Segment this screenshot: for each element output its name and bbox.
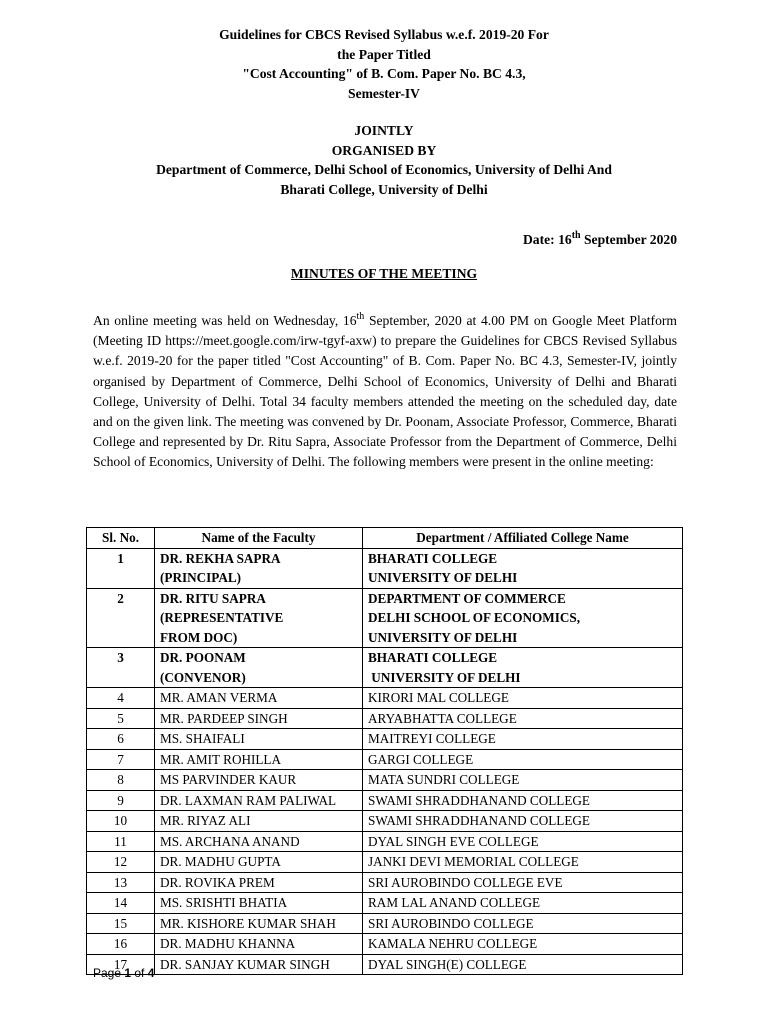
cell-department bbox=[363, 811, 683, 832]
table-row bbox=[87, 811, 683, 832]
header-line: Semester-IV bbox=[348, 85, 420, 101]
header-line: Guidelines for CBCS Revised Syllabus w.e.f. 2019-20 For bbox=[219, 27, 549, 42]
document-header bbox=[0, 25, 768, 103]
faculty-name-line: DR. ROVIKA PREM bbox=[160, 874, 275, 890]
cell-faculty-name bbox=[155, 749, 363, 770]
header-line: the Paper Titled bbox=[337, 46, 431, 62]
faculty-name-line: DR. LAXMAN RAM PALIWAL bbox=[160, 792, 337, 808]
table-row bbox=[87, 729, 683, 750]
table-header-row bbox=[87, 528, 683, 549]
organiser-line: Department of Commerce, Delhi School of Economics, University of Delhi And bbox=[156, 162, 612, 177]
table-row bbox=[87, 749, 683, 770]
cell-sl-no: 11 bbox=[87, 831, 155, 852]
table-row bbox=[87, 954, 683, 975]
faculty-name-line: MS. SHAIFALI bbox=[160, 731, 245, 746]
department-line: ARYABHATTA COLLEGE bbox=[368, 710, 517, 726]
faculty-name-line: DR. RITU SAPRA bbox=[160, 590, 266, 606]
table-row bbox=[87, 688, 683, 709]
cell-sl-no: 9 bbox=[87, 790, 155, 811]
faculty-table bbox=[86, 527, 683, 975]
date-prefix: Date: 16 bbox=[522, 232, 572, 247]
department-line: UNIVERSITY OF DELHI bbox=[368, 669, 521, 685]
cell-sl-no: 10 bbox=[87, 811, 155, 832]
meeting-paragraph bbox=[93, 311, 677, 473]
page-of: of bbox=[131, 966, 148, 980]
page-footer bbox=[93, 966, 154, 980]
table-row bbox=[87, 648, 683, 688]
cell-faculty-name bbox=[155, 688, 363, 709]
cell-faculty-name bbox=[155, 872, 363, 893]
organised-by-label: ORGANISED BY bbox=[331, 142, 437, 158]
cell-sl-no: 3 bbox=[87, 648, 155, 688]
cell-department bbox=[363, 648, 683, 688]
column-header-department: Department / Affiliated College Name bbox=[363, 528, 683, 549]
page-total: 4 bbox=[147, 966, 155, 980]
cell-sl-no: 12 bbox=[87, 852, 155, 873]
cell-faculty-name bbox=[155, 588, 363, 648]
organisers-block bbox=[0, 121, 768, 199]
cell-faculty-name bbox=[155, 648, 363, 688]
cell-department bbox=[363, 749, 683, 770]
faculty-name-line: MS. SRISHTI BHATIA bbox=[160, 895, 288, 910]
cell-sl-no: 5 bbox=[87, 708, 155, 729]
faculty-name-line: MR. PARDEEP SINGH bbox=[160, 710, 288, 726]
faculty-name-line: DR. POONAM bbox=[160, 650, 246, 665]
cell-faculty-name bbox=[155, 729, 363, 750]
table-row bbox=[87, 548, 683, 588]
cell-faculty-name bbox=[155, 913, 363, 934]
faculty-name-line: FROM DOC) bbox=[160, 629, 238, 645]
table-row bbox=[87, 893, 683, 914]
table-row bbox=[87, 852, 683, 873]
department-line: DELHI SCHOOL OF ECONOMICS, bbox=[368, 610, 581, 625]
cell-sl-no: 15 bbox=[87, 913, 155, 934]
cell-faculty-name bbox=[155, 811, 363, 832]
table-row bbox=[87, 770, 683, 791]
cell-department bbox=[363, 831, 683, 852]
table-row bbox=[87, 934, 683, 955]
faculty-name-line: (PRINCIPAL) bbox=[160, 570, 242, 585]
faculty-name-line: DR. SANJAY KUMAR SINGH bbox=[160, 956, 330, 972]
cell-department bbox=[363, 548, 683, 588]
table-row bbox=[87, 790, 683, 811]
jointly-label: JOINTLY bbox=[354, 123, 414, 138]
paragraph-part: An online meeting was held on Wednesday, 16 bbox=[93, 313, 357, 328]
paragraph-part: September, 2020 at 4.00 PM on Google Meet Platform (Meeting ID https://meet.google.com/irw-tgyf-axw) to prepare the Guidelines for CBCS Revised Syllabus w.e.f. 2019-20 for the paper titled "Cost Accounting" of B. Com. Paper No. BC 4.3, Semester-IV, jointly organised by Department of Commerce, Delhi School of Economics, University of Delhi and Bharati College, University of Delhi. Total 34 faculty members attended the meeting on the scheduled day, date and on the given link. The meeting was convened by Dr. Poonam, Associate Professor, Commerce, Bharati College and represented by Dr. Ritu Sapra, Associate Professor from the Department of Commerce, Delhi School of Economics, University of Delhi. The following members were present in the online meeting: bbox=[93, 313, 677, 470]
cell-sl-no: 4 bbox=[87, 688, 155, 709]
faculty-name-line: (CONVENOR) bbox=[160, 669, 246, 685]
minutes-title: MINUTES OF THE MEETING bbox=[290, 266, 478, 281]
department-line: UNIVERSITY OF DELHI bbox=[368, 570, 518, 585]
table-row bbox=[87, 708, 683, 729]
cell-sl-no: 6 bbox=[87, 729, 155, 750]
cell-department bbox=[363, 688, 683, 709]
department-line: JANKI DEVI MEMORIAL COLLEGE bbox=[368, 854, 579, 869]
organiser-line: Bharati College, University of Delhi bbox=[280, 181, 488, 197]
cell-department bbox=[363, 872, 683, 893]
header-line: "Cost Accounting" of B. Com. Paper No. BC 4.3, bbox=[242, 66, 526, 81]
cell-faculty-name bbox=[155, 831, 363, 852]
page-current: 1 bbox=[124, 966, 132, 980]
cell-department bbox=[363, 893, 683, 914]
department-line: MAITREYI COLLEGE bbox=[368, 731, 496, 746]
cell-department bbox=[363, 954, 683, 975]
cell-sl-no: 1 bbox=[87, 548, 155, 588]
cell-sl-no: 7 bbox=[87, 749, 155, 770]
cell-department bbox=[363, 913, 683, 934]
faculty-name-line: DR. MADHU KHANNA bbox=[160, 936, 296, 951]
department-line: RAM LAL ANAND COLLEGE bbox=[368, 895, 541, 910]
cell-sl-no: 17 bbox=[87, 954, 155, 975]
date-rest: September 2020 bbox=[580, 232, 677, 247]
department-line: BHARATI COLLEGE bbox=[368, 550, 498, 566]
cell-department bbox=[363, 790, 683, 811]
table-row bbox=[87, 872, 683, 893]
page-label: Page bbox=[93, 966, 125, 980]
column-header-sl-no: Sl. No. bbox=[87, 528, 155, 549]
faculty-name-line: MR. AMIT ROHILLA bbox=[160, 751, 282, 767]
cell-faculty-name bbox=[155, 893, 363, 914]
date-ordinal: th bbox=[571, 230, 581, 241]
paragraph-ordinal: th bbox=[356, 311, 365, 322]
cell-sl-no: 13 bbox=[87, 872, 155, 893]
department-line: KIRORI MAL COLLEGE bbox=[368, 690, 509, 705]
department-line: SWAMI SHRADDHANAND COLLEGE bbox=[368, 792, 590, 808]
table-row bbox=[87, 831, 683, 852]
column-header-faculty-name: Name of the Faculty bbox=[155, 528, 363, 549]
faculty-name-line: DR. MADHU GUPTA bbox=[160, 854, 281, 869]
faculty-name-line: MS. ARCHANA ANAND bbox=[160, 833, 300, 849]
cell-faculty-name bbox=[155, 770, 363, 791]
department-line: SWAMI SHRADDHANAND COLLEGE bbox=[368, 813, 590, 828]
faculty-name-line: MS PARVINDER KAUR bbox=[160, 772, 297, 787]
cell-department bbox=[363, 708, 683, 729]
department-line: GARGI COLLEGE bbox=[368, 751, 474, 767]
cell-faculty-name bbox=[155, 790, 363, 811]
faculty-name-line: MR. AMAN VERMA bbox=[160, 690, 278, 705]
table-row bbox=[87, 588, 683, 648]
department-line: SRI AUROBINDO COLLEGE bbox=[368, 915, 534, 931]
cell-faculty-name bbox=[155, 708, 363, 729]
cell-department bbox=[363, 729, 683, 750]
department-line: SRI AUROBINDO COLLEGE EVE bbox=[368, 874, 563, 890]
department-line: MATA SUNDRI COLLEGE bbox=[368, 772, 520, 787]
cell-department bbox=[363, 934, 683, 955]
cell-faculty-name bbox=[155, 852, 363, 873]
department-line: DYAL SINGH(E) COLLEGE bbox=[368, 956, 527, 972]
department-line: DYAL SINGH EVE COLLEGE bbox=[368, 833, 539, 849]
cell-sl-no: 14 bbox=[87, 893, 155, 914]
department-line: UNIVERSITY OF DELHI bbox=[368, 629, 518, 645]
faculty-name-line: (REPRESENTATIVE bbox=[160, 610, 284, 625]
cell-department bbox=[363, 852, 683, 873]
cell-sl-no: 16 bbox=[87, 934, 155, 955]
cell-sl-no: 2 bbox=[87, 588, 155, 648]
faculty-name-line: MR. KISHORE KUMAR SHAH bbox=[160, 915, 336, 931]
cell-faculty-name bbox=[155, 934, 363, 955]
department-line: KAMALA NEHRU COLLEGE bbox=[368, 936, 538, 951]
cell-faculty-name bbox=[155, 548, 363, 588]
cell-department bbox=[363, 770, 683, 791]
faculty-name-line: MR. RIYAZ ALI bbox=[160, 813, 251, 828]
meeting-date bbox=[523, 230, 677, 250]
faculty-name-line: DR. REKHA SAPRA bbox=[160, 550, 281, 566]
table-row bbox=[87, 913, 683, 934]
cell-sl-no: 8 bbox=[87, 770, 155, 791]
cell-faculty-name bbox=[155, 954, 363, 975]
cell-department bbox=[363, 588, 683, 648]
department-line: DEPARTMENT OF COMMERCE bbox=[368, 590, 566, 606]
faculty-table-body bbox=[87, 548, 683, 975]
department-line: BHARATI COLLEGE bbox=[368, 650, 498, 665]
